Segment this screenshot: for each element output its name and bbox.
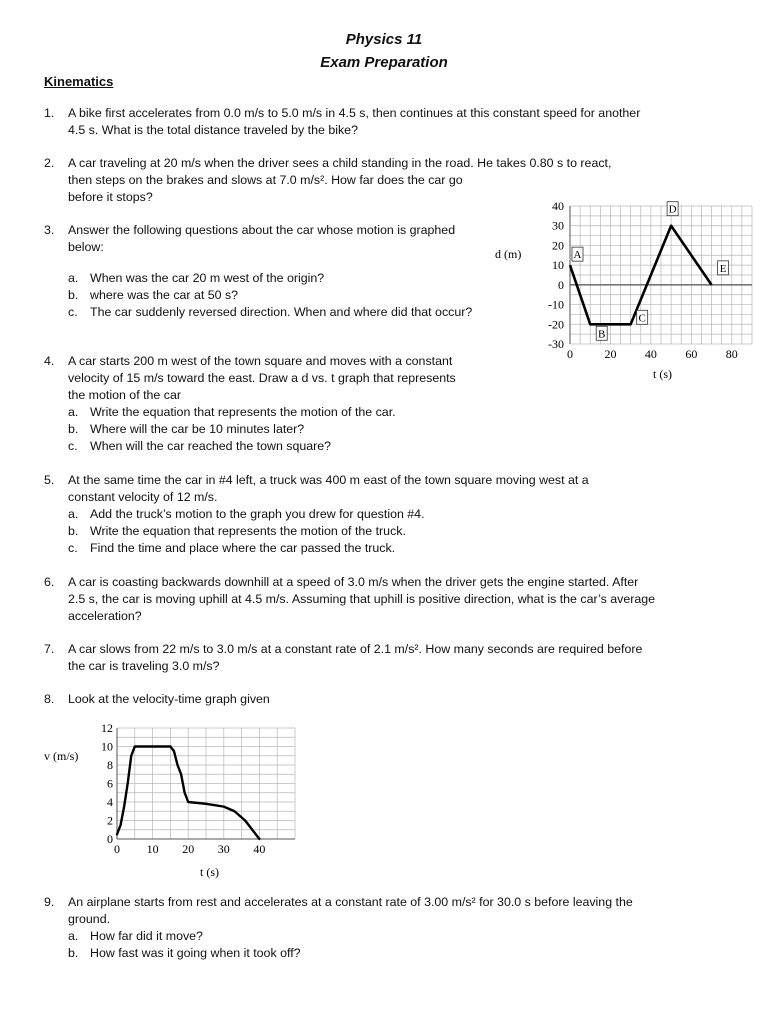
sub-question — [68, 421, 508, 438]
question-text: Look at the velocity-time graph given — [68, 692, 270, 706]
y-tick-label: 8 — [107, 758, 113, 772]
x-axis-label: t (s) — [200, 865, 219, 879]
question-number: 7. — [44, 642, 55, 656]
y-tick-label: 6 — [107, 776, 113, 791]
x-tick-label: 30 — [217, 842, 230, 856]
question-number: 1. — [44, 106, 55, 120]
x-tick-label: 10 — [146, 842, 159, 856]
velocity-time-graph — [40, 720, 310, 885]
question-text: A car is coasting backwards downhill at a speed of 3.0 m/s when the driver gets the engine started. After 2.5 s, the car is moving uphill at 4.5 m/s. Assuming that uphill is positive direction, what is the car’s average acceleration? — [68, 575, 656, 623]
question-text-line: A car traveling at 20 m/s when the driver sees a child standing in the road. He takes 0.80 s to react, — [68, 156, 612, 170]
y-tick-label: 2 — [107, 813, 113, 828]
x-tick-label: 40 — [253, 842, 266, 856]
sub-question — [68, 945, 658, 962]
question-text-line: A car starts 200 m west of the town square and moves with a constant — [68, 354, 453, 368]
x-tick-label: 40 — [644, 347, 657, 361]
grid — [117, 728, 295, 839]
sub-question-text: How far did it move? — [90, 929, 203, 943]
sub-question-text: Find the time and place where the car passed the truck. — [90, 541, 396, 555]
y-tick-label: 0 — [558, 277, 564, 292]
y-tick-label: 10 — [101, 739, 113, 754]
point-labels — [572, 202, 729, 341]
y-tick-label: 30 — [552, 218, 564, 233]
question-number: 3. — [44, 223, 55, 237]
sub-question — [68, 438, 508, 455]
x-tick-label: 0 — [567, 347, 573, 361]
y-tick-label: 0 — [107, 832, 113, 846]
y-tick-label: -30 — [548, 337, 564, 351]
question-text-line: before it stops? — [68, 190, 153, 204]
question-text: An airplane starts from rest and accelerates at a constant rate of 3.00 m/s² for 30.0 s before leaving the ground. — [68, 895, 633, 926]
sub-question-text: When will the car reached the town square? — [90, 439, 332, 453]
y-tick-label: 4 — [107, 795, 113, 809]
y-tick-label: 12 — [101, 721, 113, 735]
sub-question-letter: a. — [68, 271, 79, 285]
question-text-line: below: — [68, 240, 104, 254]
x-tick-label: 20 — [604, 347, 617, 361]
question-text-line: Answer the following questions about the car whose motion is graphed — [68, 223, 456, 237]
x-tick-label: 20 — [182, 842, 195, 856]
position-time-graph — [490, 198, 760, 388]
y-axis-label: d (m) — [495, 247, 522, 261]
question-number: 4. — [44, 354, 55, 368]
y-tick-label: 10 — [552, 258, 564, 273]
point-label-e: E — [719, 262, 727, 275]
sub-question-letter: b. — [68, 946, 79, 960]
sub-question — [68, 928, 658, 945]
y-tick-label: -10 — [548, 297, 564, 312]
question-number: 6. — [44, 575, 55, 589]
sub-question-letter: c. — [68, 541, 78, 555]
question-text-line: velocity of 15 m/s toward the east. Draw a d vs. t graph that represents — [68, 371, 456, 385]
point-label-d: D — [668, 203, 677, 216]
sub-question — [68, 540, 628, 557]
question-number: 8. — [44, 692, 55, 706]
y-axis-label: v (m/s) — [44, 749, 79, 763]
sub-question — [68, 304, 508, 321]
question-text-line: the motion of the car — [68, 388, 181, 402]
x-tick-label: 60 — [685, 347, 698, 361]
y-tick-label: -20 — [548, 317, 564, 332]
sub-question-text: When was the car 20 m west of the origin? — [90, 271, 325, 285]
point-label-c: C — [638, 312, 646, 325]
sub-question-text: Where will the car be 10 minutes later? — [90, 422, 305, 436]
x-axis-label: t (s) — [653, 367, 672, 381]
sub-question — [68, 506, 628, 523]
point-label-b: B — [598, 328, 606, 341]
page-subtitle: Exam Preparation — [320, 54, 448, 71]
point-label-a: A — [573, 249, 582, 262]
section-heading: Kinematics — [44, 74, 114, 89]
sub-question-text: Write the equation that represents the motion of the car. — [90, 405, 396, 419]
x-tick-label: 0 — [114, 842, 120, 856]
course-title: Physics 11 — [345, 31, 423, 48]
sub-question-letter: c. — [68, 439, 78, 453]
sub-question-letter: a. — [68, 507, 79, 521]
sub-question-text: How fast was it going when it took off? — [90, 946, 301, 960]
question-number: 2. — [44, 156, 55, 170]
sub-question-letter: b. — [68, 422, 79, 436]
sub-question-letter: a. — [68, 929, 79, 943]
sub-question-letter: b. — [68, 524, 79, 538]
sub-question-text: Write the equation that represents the motion of the truck. — [90, 524, 406, 538]
x-tick-label: 80 — [725, 347, 738, 361]
sub-question-letter: c. — [68, 305, 78, 319]
question-number: 9. — [44, 895, 55, 909]
sub-question-text: where was the car at 50 s? — [90, 288, 239, 302]
question-text-line: then steps on the brakes and slows at 7.0 m/s². How far does the car go — [68, 173, 463, 187]
sub-question-text: Add the truck’s motion to the graph you drew for question #4. — [90, 507, 425, 521]
sub-question — [68, 523, 628, 540]
question-text: A bike first accelerates from 0.0 m/s to 5.0 m/s in 4.5 s, then continues at this constant speed for another 4.5 s. What is the total distance traveled by the bike? — [68, 106, 641, 137]
question-text: At the same time the car in #4 left, a truck was 400 m east of the town square moving west at a constant velocity of 12 m/s. — [68, 473, 589, 504]
sub-question — [68, 287, 508, 304]
sub-question — [68, 270, 508, 287]
question-number: 5. — [44, 473, 55, 487]
question-text: A car slows from 22 m/s to 3.0 m/s at a constant rate of 2.1 m/s². How many seconds are required before the car is traveling 3.0 m/s? — [68, 642, 643, 673]
sub-question-text: The car suddenly reversed direction. When and where did that occur? — [90, 305, 473, 319]
sub-question-letter: b. — [68, 288, 79, 302]
y-tick-label: 20 — [552, 238, 564, 253]
y-tick-label: 40 — [552, 199, 564, 213]
sub-question — [68, 404, 508, 421]
sub-question-letter: a. — [68, 405, 79, 419]
